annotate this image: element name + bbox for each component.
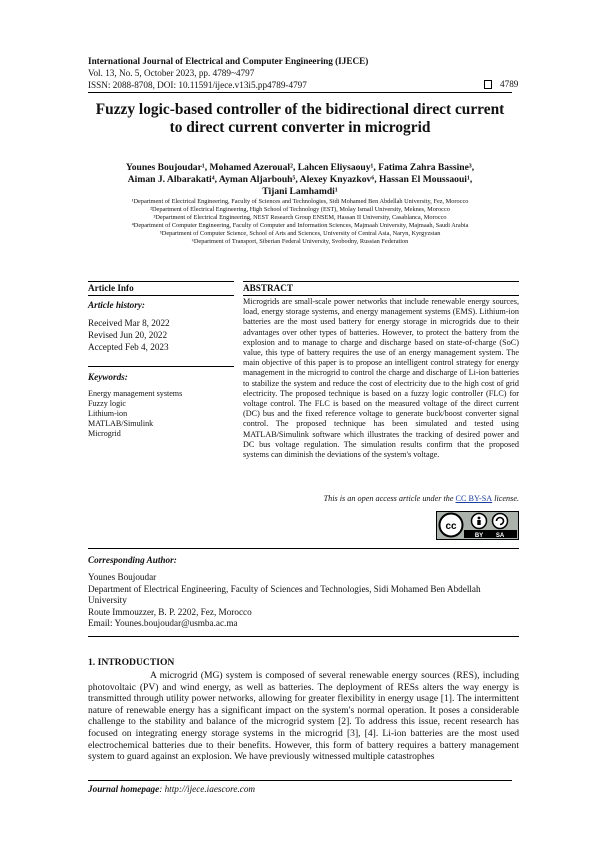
header-rule (88, 92, 512, 93)
open-access-notice (243, 494, 519, 503)
abstract-text: Microgrids are small-scale power networks that include renewable energy sources, load, energy storage systems, and energy management systems (EMS). Lithium-ion batteries are the most used battery for energy storage in microgrids due to their advantages over other types of batteries. However, to protect the battery from the explosion and to manage to charge and discharge based on state-of-charge (SoC) value, this type of battery requires the use of an energy management system. The main objective of this paper is to propose an intelligent control strategy for energy management in the microgrid to control the charge and discharge of Li-ion batteries to stabilize the system and reduce the cost of electricity due to the high cost of grid electricity. The proposed technique is based on a fuzzy logic controller (FLC) for voltage control. The FLC is based on the measured voltage of the direct current (DC) bus and the fixed reference voltage to generate buck/boost converter signal control. The proposed technique has been simulated and tested using MATLAB/Simulink software which illustrates the tracking of desired power and DC bus voltage regulation. The simulation results confirm that the proposed systems can diminish the deviations of the system's voltage. (243, 297, 519, 460)
cc-badge-sa: SA (495, 533, 505, 539)
keyword-item: Lithium-ion (88, 409, 128, 418)
affiliation-2: ²Department of Electrical Engineering, High School of Technology (EST), Molay Ismail University, Meknes, Morocco (150, 206, 450, 213)
revised-date: Revised Jun 20, 2022 (88, 330, 168, 340)
cc-by-sa-badge[interactable] (436, 511, 519, 540)
license-link[interactable]: CC BY-SA (455, 494, 493, 503)
corresponding-dept-1: Department of Electrical Engineering, Faculty of Sciences and Technologies, Sidi Mohamed Ben Abdellah (88, 584, 481, 594)
article-info-heading: Article Info (88, 283, 134, 293)
open-access-suffix: license. (492, 494, 519, 503)
homepage-url[interactable]: : http://ijece.iaescore.com (159, 784, 256, 794)
authors-line-3: Tijani Lamhamdi¹ (262, 186, 338, 197)
issn-doi: ISSN: 2088-8708, DOI: 10.11591/ijece.v13i5.pp4789-4797 (88, 80, 307, 90)
footer-rule (88, 780, 512, 781)
title-line-1: Fuzzy logic-based controller of the bidirectional direct current (95, 101, 505, 118)
sa-icon (493, 514, 508, 529)
affiliation-3: ³Department of Electrical Engineering, NEST Research Group ENSEM, Hassan II University, Casablanca, Morocco (153, 214, 447, 221)
corresponding-address: Route Immouzzer, B. P. 2202, Fez, Morocco (88, 607, 252, 617)
cc-badge-by: BY (474, 533, 484, 539)
cc-badge-cc: cc (445, 521, 457, 532)
corresponding-top-rule (88, 548, 519, 549)
corresponding-name: Younes Boujoudar (88, 572, 157, 582)
journal-name: International Journal of Electrical and Computer Engineering (IJECE) (88, 56, 369, 66)
introduction-paragraph: A microgrid (MG) system is composed of several renewable energy sources (RES), including photovoltaic (PV) and wind energy, as well as batteries. The deployment of RESs alters the way energy is transmitted through utility power networks, allowing for greater flexibility in energy usage [1]. The intermittent nature of renewable energy has a significant impact on the system's normal operation. It poses a considerable challenge to the stability and balance of the microgrid system [2]. To address this issue, recent research has focused on integrating energy storage systems in the microgrid [3], [4]. Li-ion batteries are the most used electrochemical batteries due to their benefits. However, this form of battery requires a battery management system to guard against an explosion. We have previously witnessed multiple catastrophes (88, 670, 519, 763)
homepage-label: Journal homepage (88, 784, 160, 794)
corresponding-email[interactable]: Email: Younes.boujoudar@usmba.ac.ma (88, 618, 238, 628)
affiliation-6: ⁶Department of Transport, Siberian Federal University, Svobodny, Russian Federation (191, 238, 409, 245)
abstract-bottom-rule (243, 295, 519, 296)
cc-badge-graphic (436, 511, 519, 540)
keyword-item: Microgrid (88, 429, 121, 438)
corresponding-heading: Corresponding Author: (88, 555, 177, 565)
authors-line-1: Younes Boujoudar¹, Mohamed Azeroual², Lahcen Eliysaouy¹, Fatima Zahra Bassine³, (125, 162, 475, 173)
introduction-text (88, 670, 519, 763)
keyword-item: Fuzzy logic (88, 399, 126, 408)
received-date: Received Mar 8, 2022 (88, 318, 170, 328)
book-icon (484, 80, 492, 89)
introduction-heading: 1. INTRODUCTION (88, 657, 175, 668)
affiliation-1: ¹Department of Electrical Engineering, Faculty of Sciences and Technologies, Sidi Mohamed Ben Abdellah University, Fez, Morocco (131, 198, 469, 205)
keywords-label: Keywords: (88, 372, 128, 382)
title-line-2: to direct current converter in microgrid (169, 119, 431, 136)
open-access-prefix: This is an open access article under the (323, 494, 456, 503)
affiliation-5: ⁵Department of Computer Science, School of Arts and Sciences, University of Central Asia, Naryn, Kyrgyzstan (159, 230, 441, 237)
journal-homepage (88, 784, 255, 794)
page-number: 4789 (500, 79, 519, 89)
corresponding-bottom-rule (88, 636, 519, 637)
abstract-top-rule (243, 281, 519, 282)
paper-title (60, 101, 540, 137)
article-history-label: Article history: (88, 300, 145, 310)
article-info-top-rule (88, 281, 234, 282)
accepted-date: Accepted Feb 4, 2023 (88, 342, 169, 352)
abstract-heading: ABSTRACT (243, 283, 294, 293)
keyword-item: MATLAB/Simulink (88, 419, 154, 428)
authors-line-2: Aiman J. Albarakati⁴, Ayman Aljarbouh⁵, Alexey Knyazkov⁶, Hassan El Moussaoui¹, (127, 174, 473, 185)
volume-info: Vol. 13, No. 5, October 2023, pp. 4789~4797 (88, 68, 255, 78)
keywords-rule (88, 366, 234, 367)
article-info-bottom-rule (88, 295, 234, 296)
keyword-item: Energy management systems (88, 389, 183, 398)
corresponding-dept-2: University (88, 595, 127, 605)
affiliation-4: ⁴Department of Computer Engineering, Faculty of Computer and Information Sciences, Majmaah University, Majmaah, Saudi Arabia (131, 222, 469, 229)
